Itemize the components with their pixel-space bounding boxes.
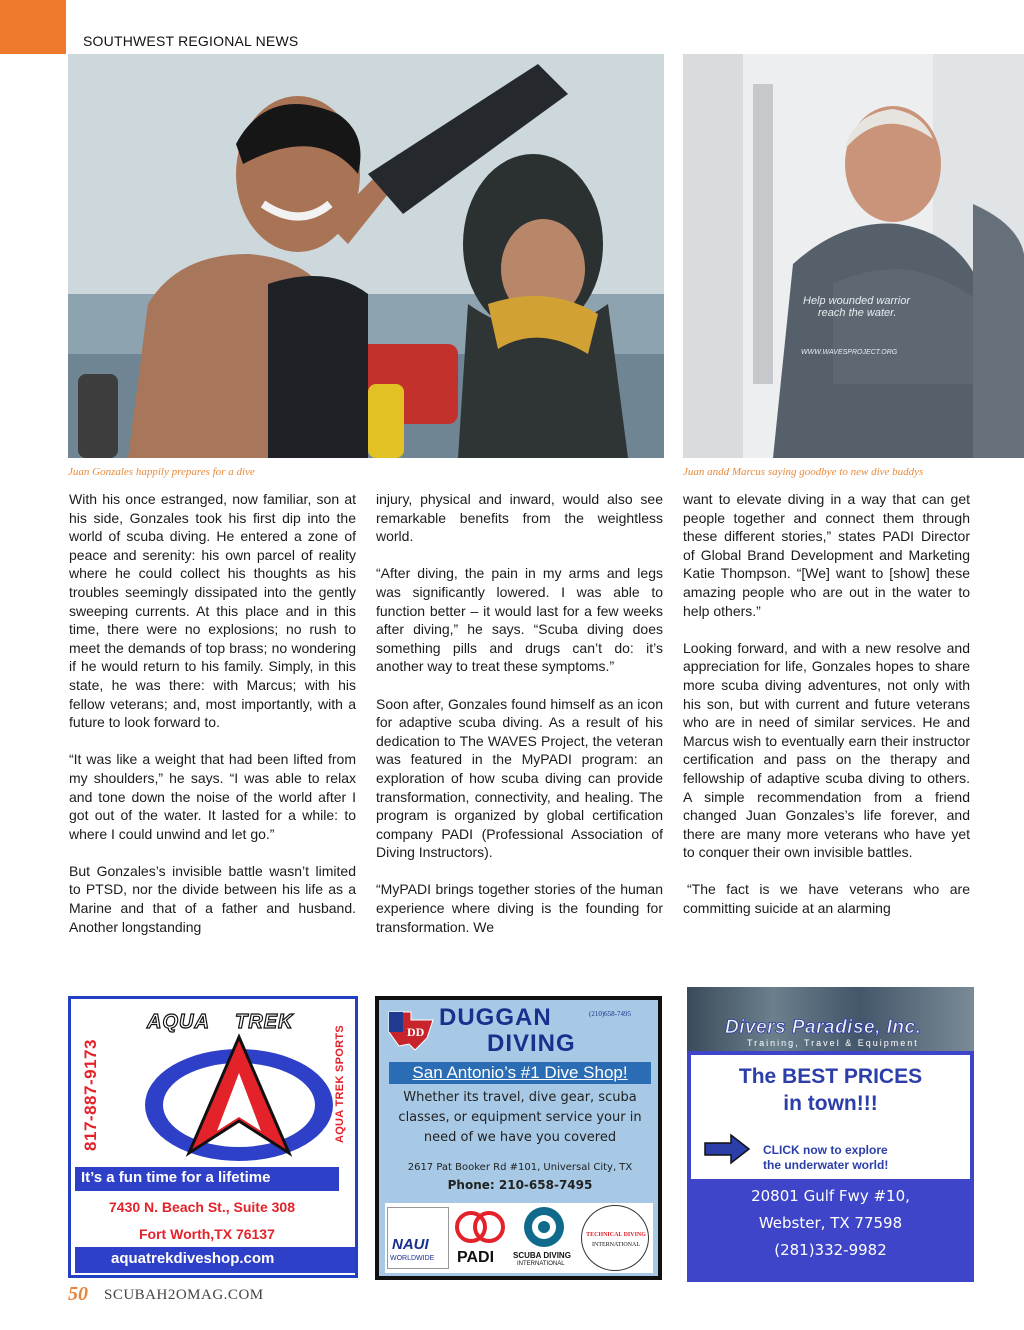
- duggan-address: 2617 Pat Booker Rd #101, Universal City, TX: [407, 1162, 633, 1173]
- paragraph: want to elevate diving in a way that can get people together and connect them through these different stories,” states PADI Director of Global Brand Development and Marketing Katie Thompson. “[We] want to [show] these amazing people who are out in the water to help others.”: [683, 491, 970, 619]
- article-column-2: [376, 490, 663, 976]
- aqua-logo-text-right: TREK: [235, 1011, 294, 1033]
- aqua-phone: 817-887-9173: [81, 1039, 100, 1151]
- paragraph: injury, physical and inward, would also see remarkable benefits from the weightless world.: [376, 491, 663, 545]
- hoodie-text-1: Help wounded warrior: [803, 295, 910, 307]
- aqua-tagline: It’s a fun time for a lifetime: [81, 1169, 271, 1186]
- tdi-logo: [581, 1205, 649, 1271]
- divers-headline-2: in town!!!: [783, 1092, 878, 1115]
- tdi-label: TECHNICAL DIVING: [586, 1232, 646, 1238]
- paragraph: “It was like a weight that had been lifted from my shoulders,” he says. “I was able to relax and tone down the noise of the world after I got out of the water. It lasted for a while: to where I could unwind and let go.”: [69, 751, 356, 842]
- padi-mark-icon: [451, 1207, 509, 1247]
- section-header: SOUTHWEST REGIONAL NEWS: [83, 33, 299, 49]
- ad-aqua-trek[interactable]: [68, 996, 358, 1278]
- tdi-sub-label: INTERNATIONAL: [592, 1242, 640, 1248]
- divers-white-panel: [691, 1055, 970, 1179]
- duggan-phone: Phone: 210-658-7495: [447, 1178, 593, 1192]
- duggan-cert-logos: [385, 1203, 653, 1273]
- paragraph: Looking forward, and with a new resolve and appreciation for life, Gonzales hopes to share more scuba diving adventures, not only with his son, but with current and future veterans who are in need of similar services. He and Marcus wish to eventually earn their instructor certification and pass on the therapy and fellowship of adaptive scuba diving to others. A simple recommendation from a friend changed Juan Gonzales’s life forever, and there are many more veterans who have yet to conquer their own invisible battles.: [683, 639, 970, 861]
- photo-gonzales-marcus: [683, 54, 1024, 458]
- padi-label: PADI: [457, 1249, 495, 1266]
- texas-flag-icon: [385, 1006, 437, 1056]
- divers-cta-1[interactable]: CLICK now to explore: [763, 1143, 888, 1157]
- aqua-website-link[interactable]: aquatrekdiveshop.com: [111, 1250, 275, 1267]
- duggan-name-1: DUGGAN: [439, 1004, 552, 1031]
- duggan-inner: [379, 1000, 658, 1276]
- paragraph: Soon after, Gonzales found himself as an icon for adaptive scuba diving. As a result of his dedication to The WAVES Project, the veteran was featured in the MyPADI program: an exploration of how scuba diving can provide transformation, connectivity, and healing. The program is organized by global certification company PADI (Professional Association of Diving Instructors).: [376, 695, 663, 861]
- paragraph: With his once estranged, now familiar, son at his side, Gonzales took his first dip into the world of scuba diving. He entered a zone of peace and serenity: his own parcel of reality where he could collect his thoughts as his troubles seemingly dissipated into the gently sweeping currents. At this place and in this time, there were no explosions; no rush to meet the demands of top brass; no wondering if he would return to his family. Simply, in this state, he was there: with Marcus; with his fellow veterans; and, most importantly, with a future to look forward to.: [69, 491, 356, 731]
- paragraph: “The fact is we have veterans who are committing suicide at an alarming: [683, 881, 970, 917]
- ssi-logo: [511, 1205, 577, 1271]
- ssi-sub-label: INTERNATIONAL: [517, 1261, 565, 1267]
- caption-left: Juan Gonzales happily prepares for a dive: [68, 466, 255, 478]
- ssi-mark-icon: [511, 1205, 577, 1249]
- ad-duggan-diving[interactable]: [375, 996, 662, 1280]
- arrow-right-icon: [703, 1133, 751, 1165]
- section-tab-marker: [0, 0, 66, 54]
- aqua-tagline-bar: [75, 1167, 339, 1191]
- aqua-website-bar[interactable]: [75, 1247, 355, 1273]
- duggan-phone-small: (210)658-7495: [589, 1010, 631, 1018]
- aqua-trek-logo: [139, 1033, 339, 1165]
- photo-gonzales-illustration: [68, 54, 664, 458]
- naui-logo: [387, 1207, 449, 1269]
- duggan-body: Whether its travel, dive gear, scuba classes, or equipment service your in need of we have you covered: [398, 1090, 642, 1145]
- divers-address-2: Webster, TX 77598: [758, 1214, 903, 1232]
- page-number: 50: [68, 1283, 88, 1305]
- divers-headline-1: The BEST PRICES: [738, 1065, 923, 1088]
- padi-logo: [451, 1207, 509, 1269]
- footer-site: SCUBAH2OMAG.COM: [104, 1287, 264, 1303]
- aqua-side-text: AQUA TREK SPORTS: [334, 1024, 346, 1144]
- aqua-address-1: 7430 N. Beach St., Suite 308: [109, 1199, 295, 1215]
- photo-marcus-illustration: [683, 54, 1024, 458]
- aqua-logo-text-left: AQUA: [147, 1011, 210, 1033]
- hoodie-text-3: WWW.WAVESPROJECT.ORG: [801, 349, 898, 356]
- article-column-1: [69, 490, 356, 976]
- svg-text:DD: DD: [407, 1025, 425, 1039]
- paragraph: “MyPADI brings together stories of the human experience where diving is the founding for transformation. We: [376, 881, 663, 935]
- article-column-3: [683, 490, 970, 976]
- divers-cta-2[interactable]: the underwater world!: [763, 1158, 889, 1172]
- divers-phone: (281)332-9982: [774, 1241, 887, 1259]
- hoodie-text-2: reach the water.: [818, 307, 897, 319]
- naui-label: NAUI: [392, 1236, 429, 1253]
- naui-sub-label: WORLDWIDE: [390, 1255, 435, 1262]
- divers-banner: [687, 987, 974, 1051]
- aqua-address-2: Fort Worth,TX 76137: [139, 1226, 275, 1242]
- caption-right: Juan andd Marcus saying goodbye to new dive buddys: [683, 466, 924, 478]
- paragraph: “After diving, the pain in my arms and legs was significantly lowered. I was able to function better – it would last for a few weeks after diving,” he says. “Scuba diving does something pills and drugs can’t do: it’s another way to treat these symptoms.”: [376, 565, 663, 675]
- duggan-name-2: DIVING: [487, 1030, 576, 1057]
- duggan-headline[interactable]: San Antonio’s #1 Dive Shop!: [389, 1062, 651, 1084]
- divers-name: Divers Paradise, Inc.: [725, 1017, 922, 1038]
- divers-address-1: 20801 Gulf Fwy #10,: [751, 1187, 910, 1205]
- paragraph: But Gonzales’s invisible battle wasn’t limited to PTSD, nor the divide between his life as a Marine and that of a father and husband. Another longstanding: [69, 862, 356, 935]
- photo-gonzales-wetsuit: [68, 54, 664, 458]
- divers-subtitle: Training, Travel & Equipment: [747, 1038, 919, 1048]
- ssi-label: SCUBA DIVING: [513, 1251, 571, 1260]
- ad-divers-paradise[interactable]: [687, 987, 974, 1282]
